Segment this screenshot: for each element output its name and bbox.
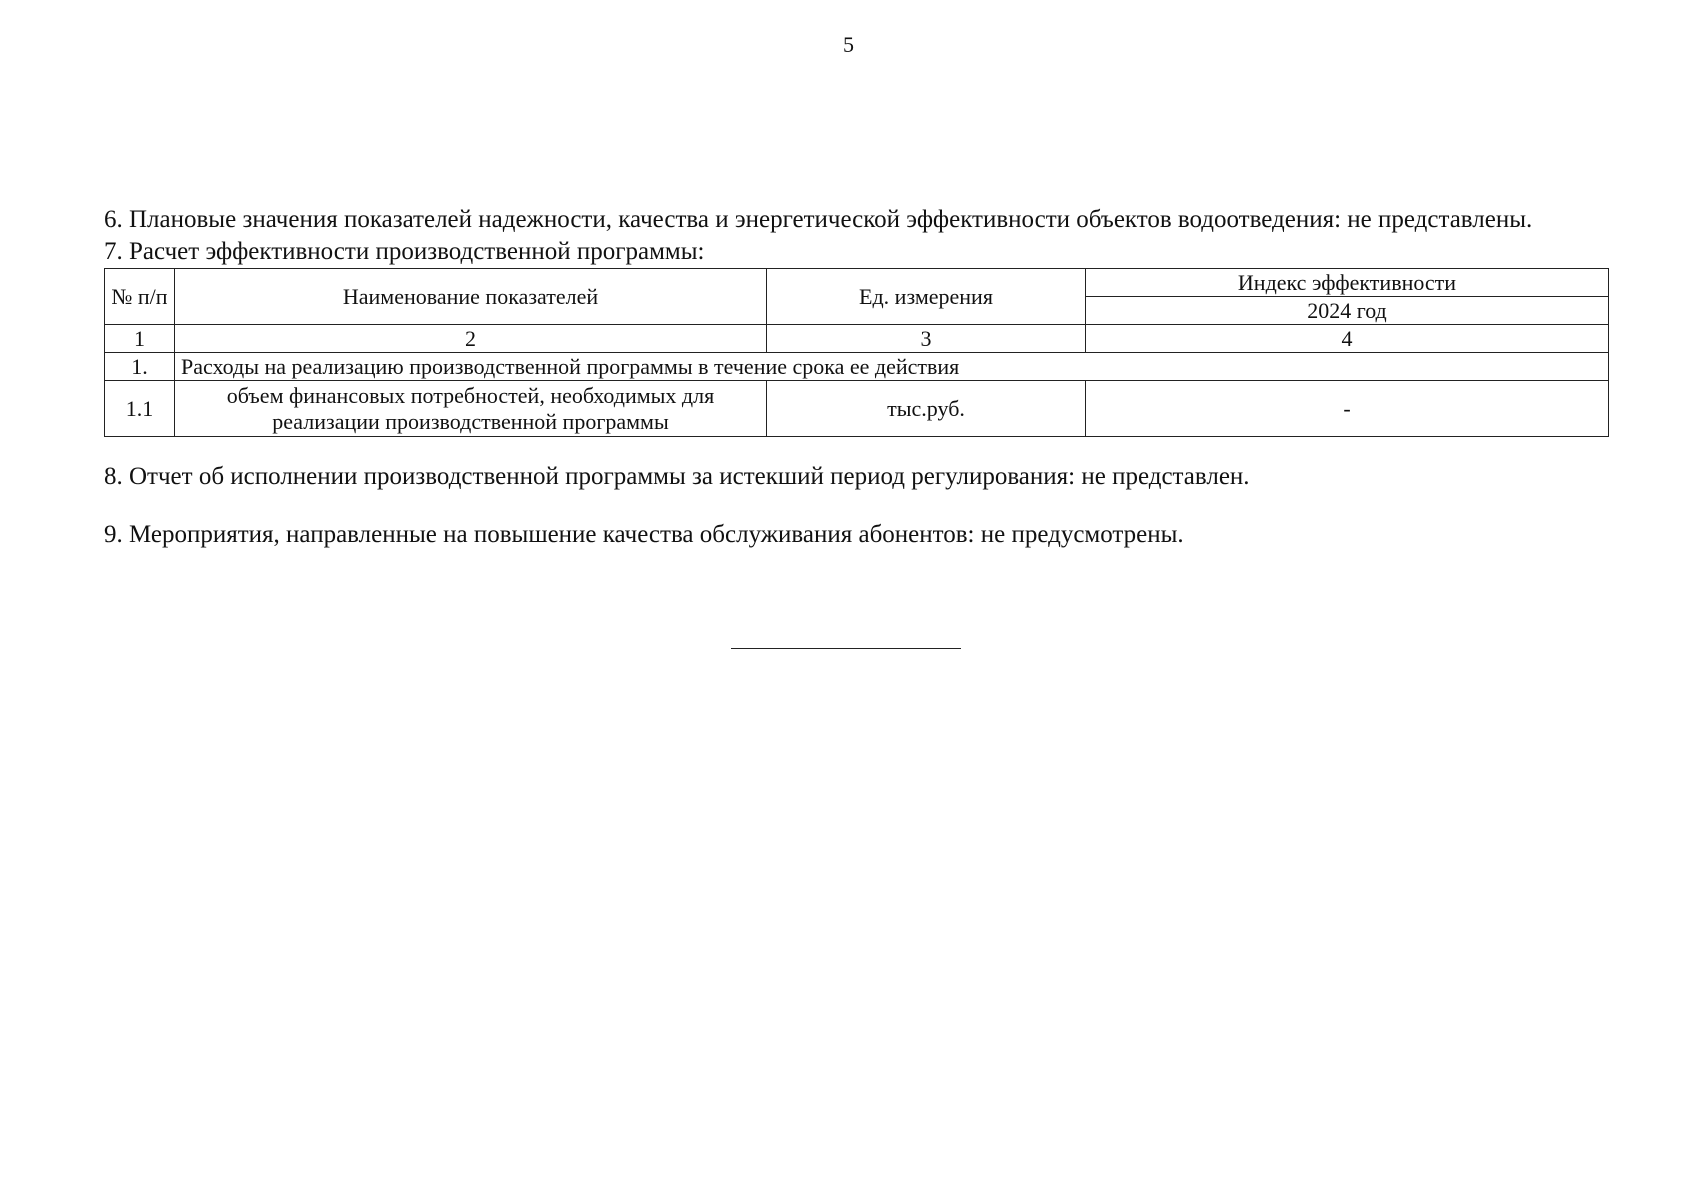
row-value: - (1086, 381, 1609, 437)
table-header-row (105, 269, 1609, 297)
header-unit: Ед. измерения (767, 269, 1086, 325)
row-num: 1.1 (105, 381, 175, 437)
row-unit: тыс.руб. (767, 381, 1086, 437)
efficiency-table (104, 268, 1609, 437)
header-year: 2024 год (1086, 297, 1609, 325)
col-number-4: 4 (1086, 325, 1609, 353)
section-8-text: 8. Отчет об исполнении производственной программы за истекший период регулирования: не представлен. (104, 463, 1250, 490)
header-name: Наименование показателей (175, 269, 767, 325)
section-9-text: 9. Мероприятия, направленные на повышение качества обслуживания абонентов: не предусмотрены. (104, 521, 1184, 548)
col-number-2: 2 (175, 325, 767, 353)
section-7-title: 7. Расчет эффективности производственной программы: (104, 238, 705, 265)
header-index: Индекс эффективности (1086, 269, 1609, 297)
page-number: 5 (843, 32, 854, 57)
col-number-1: 1 (105, 325, 175, 353)
end-divider-line (731, 648, 961, 649)
table-column-numbers-row (105, 325, 1609, 353)
document-body (104, 204, 1608, 551)
header-num: № п/п (105, 269, 175, 325)
col-number-3: 3 (767, 325, 1086, 353)
row-name: объем финансовых потребностей, необходимых для реализации производственной программы (175, 381, 767, 437)
table-section-row (105, 353, 1609, 381)
section-6-text: 6. Плановые значения показателей надежности, качества и энергетической эффективности объектов водоотведения: не представлены. (104, 206, 1533, 233)
table-row (105, 381, 1609, 437)
section-row-num: 1. (105, 353, 175, 381)
section-row-text: Расходы на реализацию производственной программы в течение срока ее действия (175, 353, 1609, 381)
